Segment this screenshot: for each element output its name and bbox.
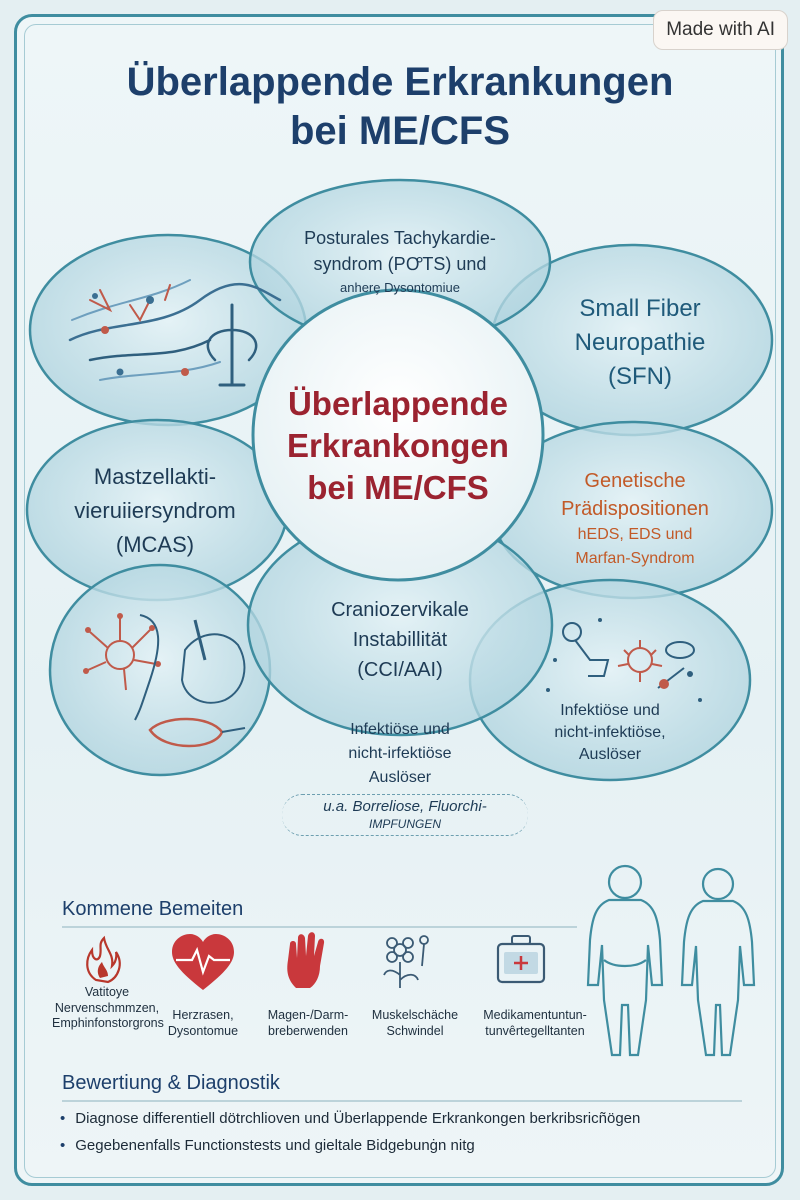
diagnostics-list [60, 1110, 640, 1164]
diagnostics-bullet-2: • Gegebenenfalls Functionstests und gieltale Bidgebunġn nitg [60, 1137, 640, 1154]
triggers-right-line-1: Infektiöse und [560, 702, 660, 719]
center-line-2: Erkrankongen [287, 427, 509, 465]
flower-icon [384, 936, 428, 988]
cci-line-1: Craniozervikale [331, 599, 469, 621]
diagnostics-divider [62, 1100, 742, 1102]
symptom-2-line-1: Herzrasen, [172, 1008, 234, 1022]
mcas-line-2: vieruiiersyndrom [74, 498, 236, 523]
symptom-5-line-2: tunvêrtegelltanten [485, 1023, 585, 1038]
triggers-center-line-3: Auslöser [368, 769, 432, 786]
symptom-item-5 [470, 1008, 600, 1039]
diagnostics-heading: Bewertiung & Diagnostik [62, 1072, 280, 1094]
symptom-item-2 [153, 1008, 253, 1039]
pots-line-3: anherȩ Dysontomiue [340, 280, 460, 295]
sfn-line-2: Neuropathie [574, 329, 706, 356]
triggers-center-line-1: Infektiöse und [350, 721, 450, 738]
symptom-1-line-1: Vatitoye [84, 985, 130, 999]
cci-line-3: (CCI/AAI) [357, 659, 443, 681]
mcas-line-1: Mastzellakti- [93, 464, 217, 489]
symptom-3-line-2: breberwenden [268, 1023, 348, 1038]
symptom-item-4 [360, 1008, 470, 1039]
medical-case-icon [498, 936, 544, 982]
symptom-1-line-2: Nervenschmmzen, [54, 1000, 160, 1015]
triggers-center-line-2: nicht-irfektiöse [348, 745, 452, 762]
made-with-ai-badge: Made with AI [653, 10, 788, 50]
symptom-item-3 [258, 1008, 358, 1039]
title-line-1: Überlappende Erkrankungen [126, 60, 674, 104]
heart-pulse-icon [172, 934, 234, 990]
center-line-1: Überlappende [287, 385, 509, 422]
symptom-1-line-3: Emphinfonstorgrons [52, 1016, 164, 1031]
symptom-item-1 [52, 985, 162, 1032]
genetic-line-4: Marfan-Syndrom [575, 550, 695, 567]
triggers-right-line-2: nicht-infektiöse, [554, 724, 666, 741]
pots-line-1: Posturales Tachykardie- [304, 228, 496, 248]
center-line-3: bei ME/CFS [307, 469, 489, 507]
sfn-line-1: Small Fiber [579, 295, 701, 322]
sfn-line-3: (SFN) [608, 363, 672, 390]
symptom-3-line-1: Magen-/Darm- [267, 1008, 349, 1022]
symptom-5-line-1: Medikamentuntun- [483, 1008, 587, 1022]
human-figure-back-icon [682, 869, 754, 1055]
examples-line-1: u.a. Borreliose, Fluorchi- [323, 798, 487, 815]
symptom-4-line-2: Schwindel [386, 1023, 444, 1038]
flame-icon [87, 938, 119, 982]
cci-line-2: Instabillität [352, 629, 448, 651]
symptom-4-line-1: Muskelschäche [371, 1008, 459, 1022]
pots-line-2: syndrom (PꝌTS) und [313, 254, 487, 274]
symptom-2-line-2: Dysontomue [167, 1023, 239, 1038]
genetic-line-1: Genetische [584, 470, 686, 492]
diagnostics-bullet-1: • Diagnose differentiell dötrchlioven und Überlappende Erkrankongen berkribsricñögen [60, 1110, 640, 1127]
title-line-2: bei ME/CFS [289, 108, 511, 153]
genetic-line-2: Prädispositionen [561, 498, 709, 520]
hand-icon [287, 932, 324, 988]
symptoms-heading: Kommene Bemeiten [62, 898, 244, 920]
genetic-line-3: hEDS, EDS und [577, 526, 693, 543]
examples-line-2: IMPFUNGEN [369, 817, 441, 831]
triggers-right-line-3: Auslöser [578, 746, 642, 763]
mcas-line-3: (MCAS) [115, 532, 195, 557]
